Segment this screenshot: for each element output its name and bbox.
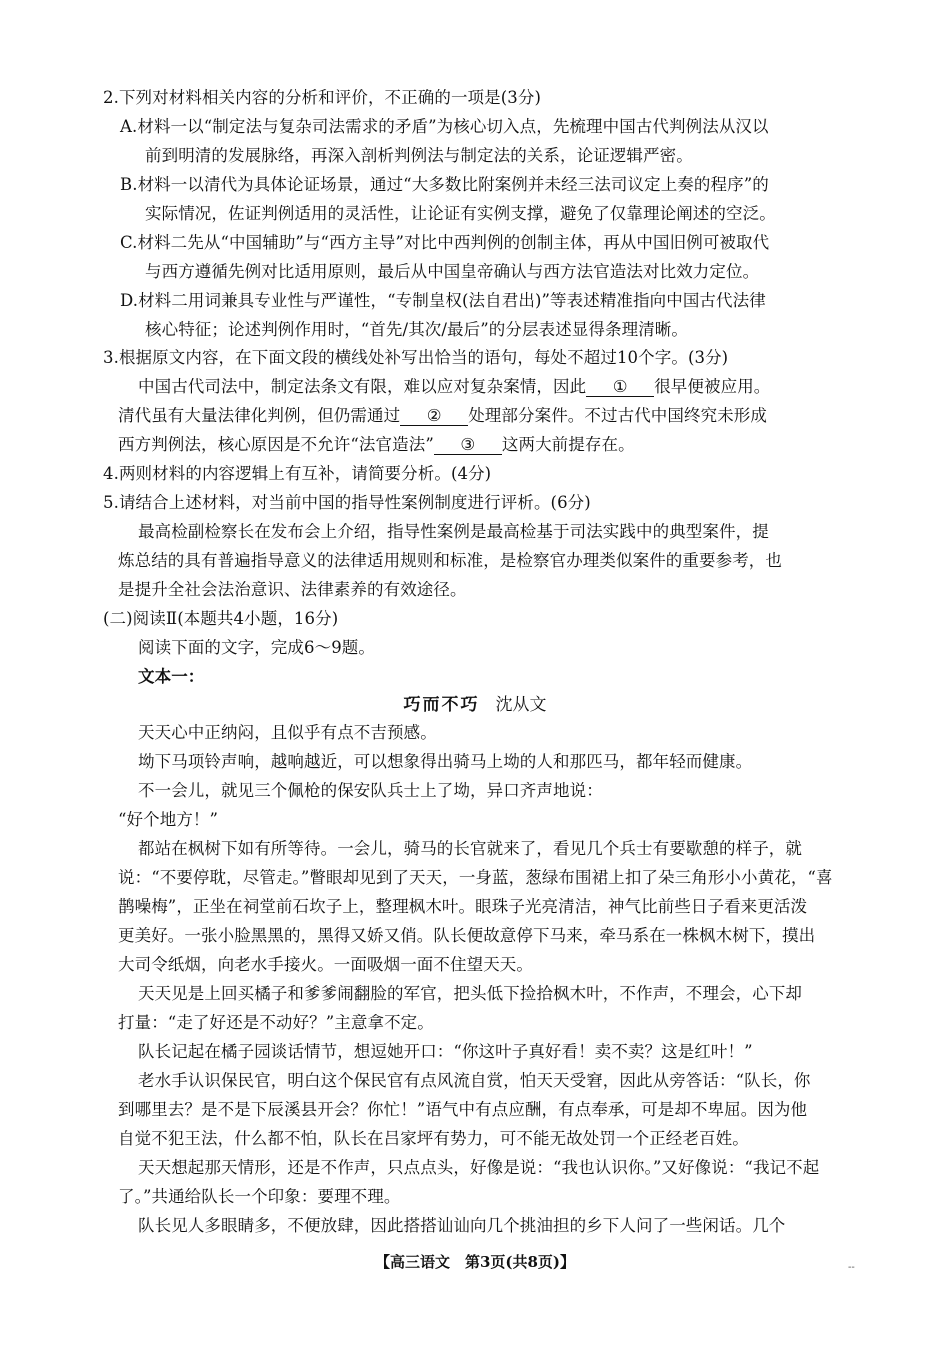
- q5-material-line: 是提升全社会法治意识、法律素养的有效途径。: [118, 580, 467, 599]
- option-a-line1: A.材料一以“制定法与复杂司法需求的矛盾”为核心切入点，先梳理中国古代判例法从汉以: [120, 117, 769, 136]
- story-line: 到哪里去？是不是下辰溪县开会？你忙！”语气中有点应酬，有点奉承，可是却不卑屈。因为他: [118, 1100, 808, 1119]
- section-heading: (二)阅读Ⅱ(本题共4小题，16分): [103, 609, 339, 628]
- q3-passage-line1: [138, 373, 770, 397]
- q3-text: 中国古代司法中，制定法条文有限，难以应对复杂案情，因此: [138, 377, 587, 396]
- story-line: 天天心中正纳闷，且似乎有点不吉预感。: [138, 723, 437, 742]
- option-b-line2: 实际情况，佐证判例适用的灵活性，让论证有实例支撑，避免了仅靠理论阐述的空泛。: [145, 204, 776, 223]
- answer-blank-3[interactable]: ③: [434, 436, 502, 455]
- page-footer: 【高三语文 第3页(共8页)】: [374, 1253, 576, 1271]
- story-line: “好个地方！”: [118, 810, 219, 829]
- question-3-stem: 3.根据原文内容，在下面文段的横线处补写出恰当的语句，每处不超过10个字。(3分): [103, 348, 729, 367]
- question-5-stem: 5.请结合上述材料，对当前中国的指导性案例制度进行评析。(6分): [103, 493, 591, 512]
- q5-material-line: 最高检副检察长在发布会上介绍，指导性案例是最高检基于司法实践中的典型案件，提: [138, 522, 769, 541]
- story-line: 不一会儿，就见三个佩枪的保安队兵士上了坳，异口齐声地说：: [138, 781, 603, 800]
- story-line: 说：“不要停耽，尽管走。”瞥眼却见到了天天，一身蓝，葱绿布围裙上扣了朵三角形小小黄花，“喜: [118, 868, 833, 887]
- story-line: 更美好。一张小脸黑黑的，黑得又娇又俏。队长便故意停下马来，牵马系在一株枫木树下，摸出: [118, 926, 816, 945]
- story-line: 都站在枫树下如有所等待。一会儿，骑马的长官就来了，看见几个兵士有要歇憩的样子，就: [138, 839, 802, 858]
- q3-text: 清代虽有大量法律化判例，但仍需通过: [118, 406, 401, 425]
- story-title: 巧而不巧: [403, 695, 480, 715]
- story-line: 鹊噪梅”，正坐在祠堂前石坎子上，整理枫木叶。眼珠子光亮清洁，神气比前些日子看来更活泼: [118, 897, 808, 916]
- story-author: 沈从文: [495, 695, 547, 715]
- story-line: 打量：“走了好还是不动好？”主意拿不定。: [118, 1013, 434, 1032]
- section-instruction: 阅读下面的文字，完成6～9题。: [138, 638, 375, 657]
- q3-text: 很早便被应用。: [654, 377, 771, 396]
- answer-blank-2[interactable]: ②: [400, 407, 468, 426]
- story-line: 自觉不犯王法，什么都不怕，队长在吕家坪有势力，可不能无故处罚一个正经老百姓。: [118, 1129, 749, 1148]
- option-c-line1: C.材料二先从“中国辅助”与“西方主导”对比中西判例的创制主体，再从中国旧例可被取代: [120, 233, 770, 252]
- q3-text: 这两大前提存在。: [501, 435, 635, 454]
- corner-mark: --: [848, 1262, 855, 1273]
- story-title-line: [0, 690, 950, 715]
- story-line: 天天见是上回买橘子和爹爹闹翻脸的军官，把头低下捡拾枫木叶，不作声，不理会，心下却: [138, 984, 802, 1003]
- q3-text: 西方判例法，核心原因是不允许“法官造法”: [118, 435, 434, 454]
- option-c-line2: 与西方遵循先例对比适用原则，最后从中国皇帝确认与西方法官造法对比效力定位。: [145, 262, 760, 281]
- story-line: 队长见人多眼睛多，不便放肆，因此搭搭讪讪向几个挑油担的乡下人问了一些闲话。几个: [138, 1216, 786, 1235]
- story-line: 队长记起在橘子园谈话情节，想逗她开口：“你这叶子真好看！卖不卖？这是红叶！”: [138, 1042, 753, 1061]
- q3-passage-line2: [118, 402, 767, 426]
- option-b-line1: B.材料一以清代为具体论证场景，通过“大多数比附案例并未经三法司议定上奏的程序”的: [120, 175, 769, 194]
- option-d-line1: D.材料二用词兼具专业性与严谨性，“专制皇权(法自君出)”等表述精准指向中国古代法律: [120, 291, 766, 310]
- story-line: 了。”共通给队长一个印象：要理不理。: [118, 1187, 401, 1206]
- option-a-line2: 前到明清的发展脉络，再深入剖析判例法与制定法的关系，论证逻辑严密。: [145, 146, 693, 165]
- story-line: 大司令纸烟，向老水手接火。一面吸烟一面不住望天天。: [118, 955, 533, 974]
- option-d-line2: 核心特征；论述判例作用时，“首先/其次/最后”的分层表述显得条理清晰。: [145, 320, 688, 339]
- q5-material-line: 炼总结的具有普遍指导意义的法律适用规则和标准，是检察官办理类似案件的重要参考，也: [118, 551, 782, 570]
- q3-text: 处理部分案件。不过古代中国终究未形成: [468, 406, 768, 425]
- answer-blank-1[interactable]: ①: [586, 378, 654, 397]
- question-2-stem: 2.下列对材料相关内容的分析和评价，不正确的一项是(3分): [103, 88, 542, 107]
- story-line: 坳下马项铃声响，越响越近，可以想象得出骑马上坳的人和那匹马，都年轻而健康。: [138, 752, 753, 771]
- story-line: 天天想起那天情形，还是不作声，只点点头，好像是说：“我也认识你。”又好像说：“我记不起: [138, 1158, 820, 1177]
- story-line: 老水手认识保民官，明白这个保民官有点风流自赏，怕天天受窘，因此从旁答话：“队长，你: [138, 1071, 811, 1090]
- question-4-stem: 4.两则材料的内容逻辑上有互补，请简要分析。(4分): [103, 464, 492, 483]
- q3-passage-line3: [118, 431, 635, 455]
- text-label: 文本一：: [138, 667, 205, 686]
